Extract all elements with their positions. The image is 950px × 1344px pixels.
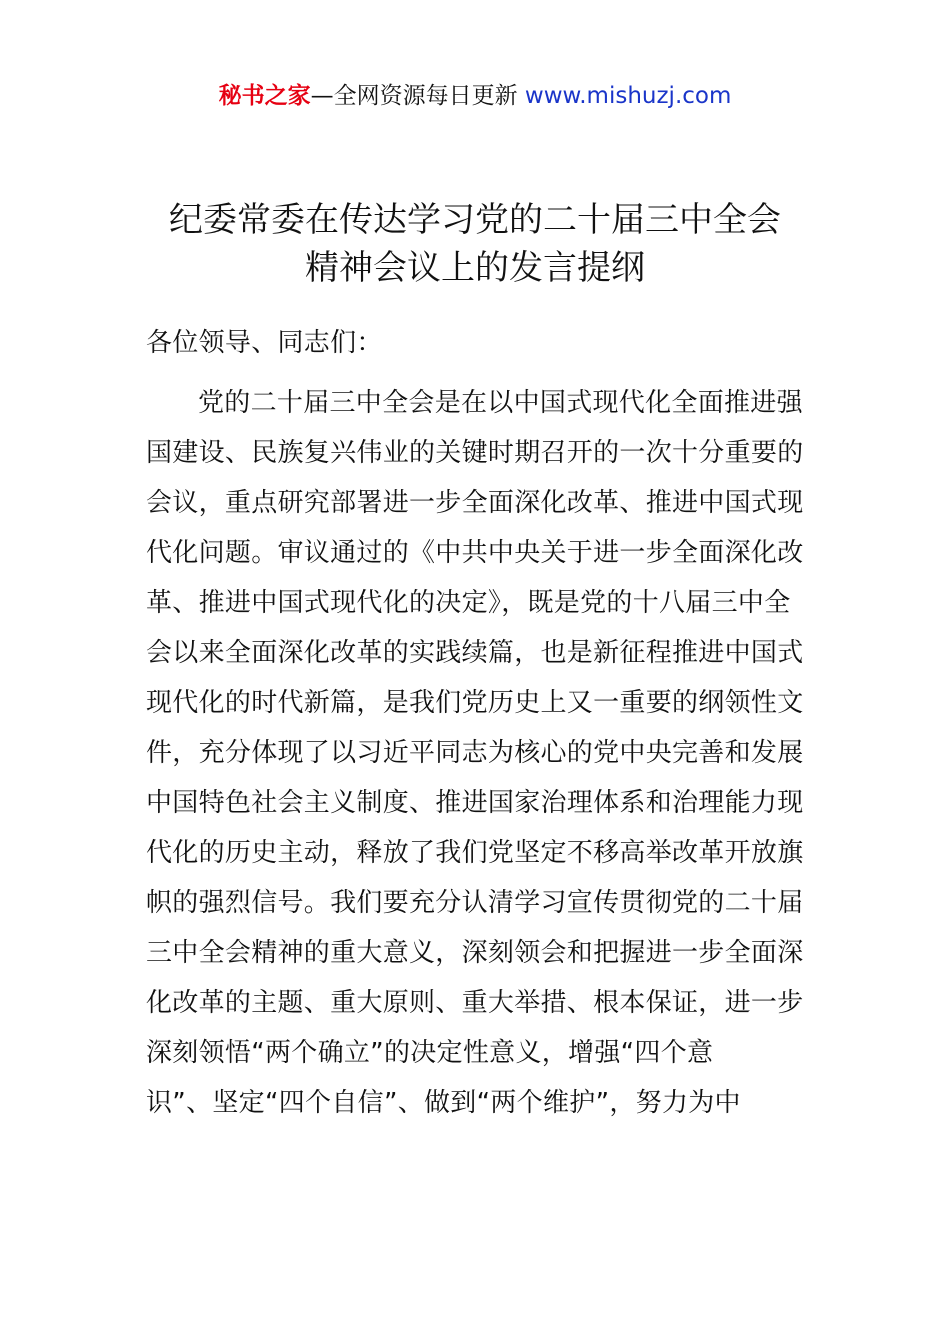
paragraph-line: 党的二十届三中全会是在以中国式现代化全面推进强 (198, 388, 803, 418)
paragraph-line: 三中全会精神的重大意义，深刻领会和把握进一步全面深 (146, 938, 804, 968)
paragraph-line: 深刻领悟“两个确立”的决定性意义，增强“四个意 (146, 1038, 714, 1068)
body-paragraph (146, 378, 810, 1128)
title-line-2: 精神会议上的发言提纲 (305, 248, 645, 288)
paragraph-line: 化改革的主题、重大原则、重大举措、根本保证，进一步 (146, 988, 804, 1018)
paragraph-line: 中国特色社会主义制度、推进国家治理体系和治理能力现 (146, 788, 804, 818)
paragraph-line: 识”、坚定“四个自信”、做到“两个维护”，努力为中 (146, 1088, 741, 1118)
paragraph-line: 会以来全面深化改革的实践续篇，也是新征程推进中国式 (146, 638, 804, 668)
paragraph-line: 代化问题。审议通过的《中共中央关于进一步全面深化改 (146, 538, 804, 568)
site-tagline: —全网资源每日更新 (310, 83, 525, 109)
paragraph-line: 国建设、民族复兴伟业的关键时期召开的一次十分重要的 (146, 438, 804, 468)
title-line-1: 纪委常委在传达学习党的二十届三中全会 (169, 200, 781, 240)
paragraph-line: 现代化的时代新篇，是我们党历史上又一重要的纲领性文 (146, 688, 804, 718)
salutation: 各位领导、同志们： (146, 328, 383, 358)
site-brand: 秘书之家 (218, 83, 311, 109)
paragraph-line: 会议，重点研究部署进一步全面深化改革、推进中国式现 (146, 488, 804, 518)
paragraph-line: 帜的强烈信号。我们要充分认清学习宣传贯彻党的二十届 (146, 888, 804, 918)
site-header (0, 78, 950, 114)
site-url-link[interactable]: www.mishuzj.com (524, 83, 732, 109)
paragraph-line: 革、推进中国式现代化的决定》，既是党的十八届三中全 (146, 588, 791, 618)
paragraph-line: 件，充分体现了以习近平同志为核心的党中央完善和发展 (146, 738, 804, 768)
document-title (0, 196, 950, 292)
paragraph-line: 代化的历史主动，释放了我们党坚定不移高举改革开放旗 (146, 838, 804, 868)
